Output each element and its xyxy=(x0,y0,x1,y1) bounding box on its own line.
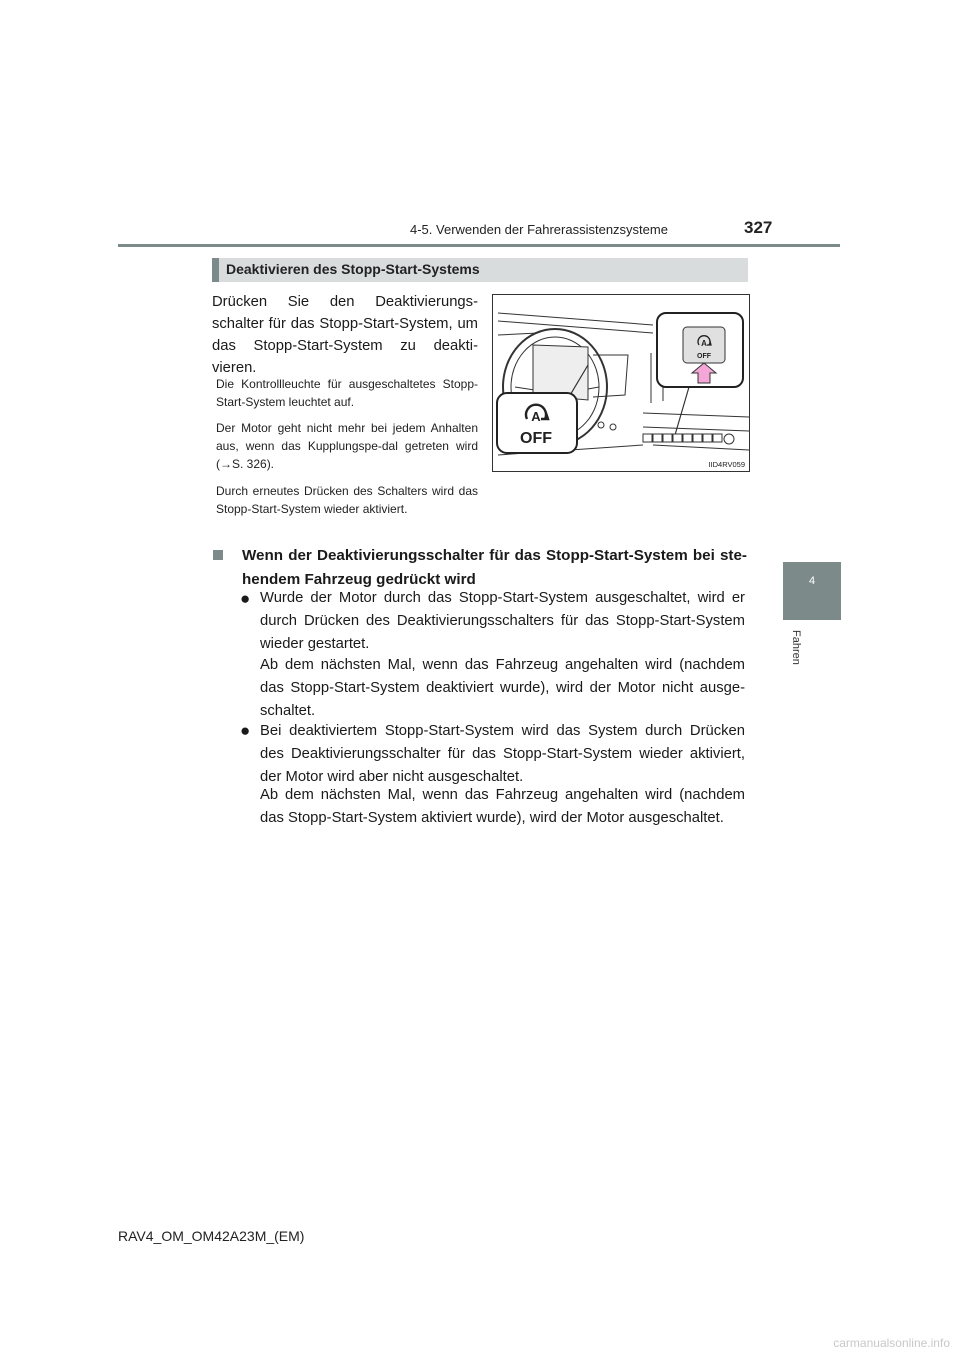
subsection-title: Wenn der Deaktivierungsschalter für das Stopp-Start-System bei ste-hendem Fahrzeug gedrückt wird xyxy=(242,547,747,588)
watermark: carmanualsonline.info xyxy=(833,1336,950,1350)
svg-text:OFF: OFF xyxy=(697,353,711,360)
chapter-tab xyxy=(783,562,841,620)
section-heading-bar xyxy=(212,258,219,282)
bullet-text: Bei deaktiviertem Stopp-Start-System wird das System durch Drücken des Deaktivierungsschalter für das Stopp-Start-System wieder aktiviert, der Motor wird aber nicht ausgeschaltet. xyxy=(260,723,745,785)
section-heading-title: Deaktivieren des Stopp-Start-Systems xyxy=(226,261,480,277)
note-reactivate: Durch erneutes Drücken des Schalters wird das Stopp-Start-System wieder aktiviert. xyxy=(216,484,478,516)
zoom-callout-large xyxy=(497,393,577,453)
figure-code: IID4RV059 xyxy=(708,460,745,469)
section-heading xyxy=(212,258,748,282)
bullet-icon: ● xyxy=(240,721,251,740)
bullet-followup: Ab dem nächsten Mal, wenn das Fahrzeug angehalten wird (nachdem das Stopp-Start-System deaktiviert wurde), wird der Motor nicht ausge-schaltet. xyxy=(260,657,745,719)
svg-text:A: A xyxy=(701,339,707,348)
dashboard-illustration xyxy=(493,295,749,471)
section-lead-text: Drücken Sie den Deaktivierungs-schalter für das Stopp-Start-System, um das Stopp-Start-System zu deakti-vieren. xyxy=(212,294,478,376)
header-rule xyxy=(118,244,840,247)
dashboard-figure xyxy=(492,294,750,472)
subsection-marker xyxy=(213,550,223,560)
zoom-callout-small xyxy=(657,313,743,387)
svg-text:OFF: OFF xyxy=(520,430,552,447)
note-indicator-light: Die Kontrollleuchte für ausgeschaltetes Stopp-Start-System leuchtet auf. xyxy=(216,377,478,409)
svg-text:A: A xyxy=(531,409,541,424)
bullet-text: Wurde der Motor durch das Stopp-Start-System ausgeschaltet, wird er durch Drücken des Deaktivierungsschalters für das Stopp-Start-System wieder gestartet. xyxy=(260,590,745,652)
chapter-tab-label: Fahren xyxy=(790,630,802,665)
footer-manual-code: RAV4_OM_OM42A23M_(EM) xyxy=(118,1228,305,1244)
chapter-tab-number: 4 xyxy=(808,575,816,587)
bullet-icon: ● xyxy=(240,589,251,608)
switch-panel xyxy=(643,434,734,444)
header-section-title: 4-5. Verwenden der Fahrerassistenzsysteme xyxy=(410,222,668,237)
page-number: 327 xyxy=(744,218,773,237)
bullet-followup: Ab dem nächsten Mal, wenn das Fahrzeug angehalten wird (nachdem das Stopp-Start-System aktiviert wurde), wird der Motor ausgeschaltet. xyxy=(260,787,745,826)
note-clutch-pedal: Der Motor geht nicht mehr bei jedem Anhalten aus, wenn das Kupplungspe-dal getreten wird (→S. 326). xyxy=(216,421,478,471)
